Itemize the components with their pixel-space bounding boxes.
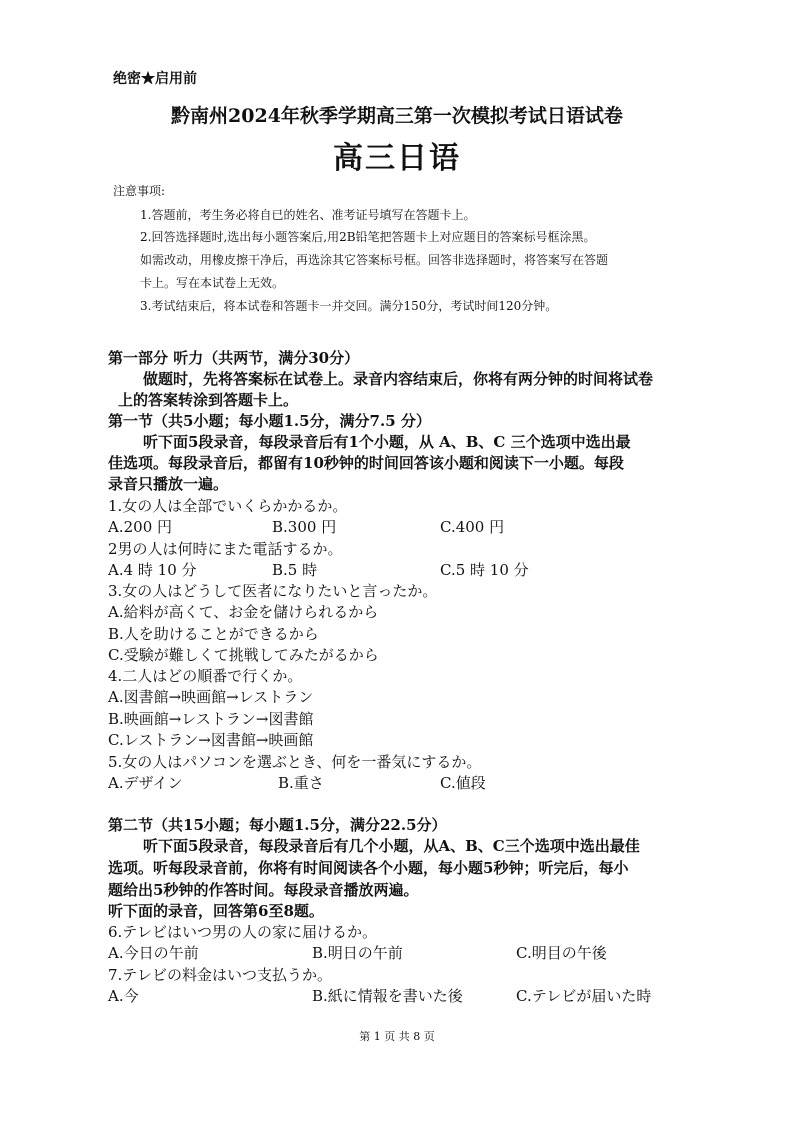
- note-line: 3.考试结束后，将本试卷和答题卡一并交回。满分150分，考试时间120分钟。: [140, 299, 558, 313]
- q4-option-c: C.レストラン→図書館→映画館: [108, 731, 314, 749]
- q2-option-a: A.4 時 10 分: [108, 561, 197, 579]
- section2-instruction: 选项。听每段录音前，你将有时间阅读各个小题，每小题5秒钟；听完后，每小: [108, 859, 629, 877]
- note-line: 2.回答选择题时,选出每小题答案后,用2B铅笔把答题卡上对应题目的答案标号框涂黑。: [140, 230, 596, 244]
- question-5: 5.女の人はパソコンを選ぶとき、何を一番気にするか。: [108, 753, 482, 771]
- exam-title: 黔南州2024年秋季学期高三第一次模拟考试日语试卷: [171, 105, 623, 127]
- q6-option-b: B.明日の午前: [312, 944, 403, 962]
- section1-instruction: 录音只播放一遍。: [108, 475, 229, 493]
- question-6: 6.テレビはいつ男の人の家に届けるか。: [108, 923, 378, 941]
- q2-option-c: C.5 時 10 分: [440, 561, 529, 579]
- q3-option-c: C.受験が難しくて挑戦してみたがるから: [108, 646, 379, 664]
- section2-instruction: 听下面的录音，回答第6至8题。: [108, 902, 324, 920]
- part1-instruction: 上的答案转涂到答题卡上。: [118, 391, 299, 409]
- q1-option-b: B.300 円: [272, 518, 337, 536]
- note-line: 如需改动，用橡皮擦干净后，再选涂其它答案标号框。回答非选择题时，将答案写在答题: [140, 253, 609, 267]
- q7-option-c: C.テレビが届いた時: [516, 987, 652, 1005]
- q5-option-b: B.重さ: [278, 774, 324, 792]
- q7-option-a: A.今: [108, 987, 139, 1005]
- part1-instruction: 做题时，先将答案标在试卷上。录音内容结束后，你将有两分钟的时间将试卷: [143, 370, 654, 388]
- secret-label: 绝密★启用前: [113, 71, 197, 87]
- part1-title: 第一部分 听力（共两节，满分30分）: [108, 349, 360, 367]
- exam-subtitle: 高三日语: [333, 141, 461, 176]
- q1-option-a: A.200 円: [108, 518, 172, 536]
- q4-option-b: B.映画館→レストラン→図書館: [108, 710, 314, 728]
- question-1: 1.女の人は全部でいくらかかるか。: [108, 497, 348, 515]
- section1-title: 第一节（共5小题；每小题1.5分，满分7.5 分）: [108, 412, 431, 430]
- q6-option-a: A.今日の午前: [108, 944, 199, 962]
- page-footer: 第 1 页 共 8 页: [359, 1030, 435, 1043]
- q3-option-b: B.人を助けることができるから: [108, 625, 319, 643]
- section2-instruction: 题给出5秒钟的作答时间。每段录音播放两遍。: [108, 881, 419, 899]
- section2-title: 第二节（共15小题；每小题1.5分，满分22.5分）: [108, 816, 447, 834]
- question-7: 7.テレビの料金はいつ支払うか。: [108, 966, 333, 984]
- notes-heading: 注意事项:: [113, 184, 166, 198]
- note-line: 卡上。写在本试卷上无效。: [140, 276, 285, 290]
- section2-instruction: 听下面5段录音，每段录音后有几个小题，从A、B、C三个选项中选出最佳: [143, 837, 640, 855]
- q7-option-b: B.紙に情報を書いた後: [312, 987, 463, 1005]
- question-2: 2男の人は何時にまた電話するか。: [108, 540, 343, 558]
- q4-option-a: A.図書館→映画館→レストラン: [108, 688, 314, 706]
- section1-instruction: 听下面5段录音，每段录音后有1个小题，从 A、B、C 三个选项中选出最: [143, 433, 631, 451]
- q1-option-c: C.400 円: [440, 518, 505, 536]
- q6-option-c: C.明目の午後: [516, 944, 607, 962]
- note-line: 1.答题前，考生务必将自已的姓名、准考证号填写在答题卡上。: [140, 208, 476, 222]
- q3-option-a: A.給料が高くて、お金を儲けられるから: [108, 603, 379, 621]
- q2-option-b: B.5 時: [272, 561, 318, 579]
- section1-instruction: 佳选项。每段录音后，都留有10秒钟的时间回答该小题和阅读下一小题。每段: [108, 454, 624, 472]
- q5-option-a: A.デザイン: [108, 774, 183, 792]
- question-3: 3.女の人はどうして医者になりたいと言ったか。: [108, 582, 438, 600]
- question-4: 4.二人はどの順番で行くか。: [108, 667, 303, 685]
- q5-option-c: C.値段: [440, 774, 486, 792]
